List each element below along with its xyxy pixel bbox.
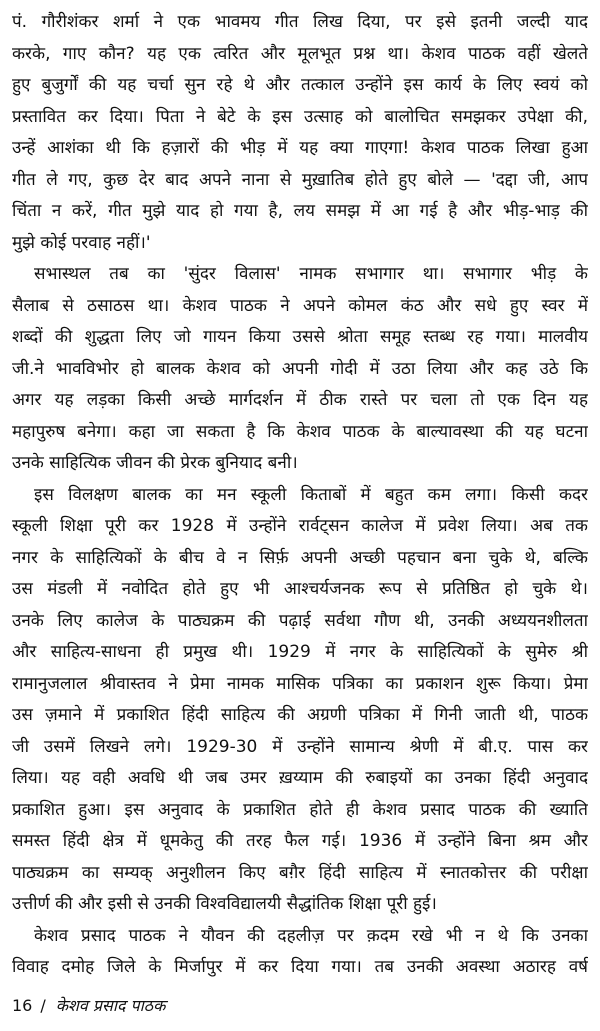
text-line: जी.ने भावविभोर हो बालक केशव को अपनी गोदी में उठा लिया और कह उठे कि xyxy=(12,359,588,379)
text-line: उनके साहित्यिक जीवन की प्रेरक बुनियाद बनी। xyxy=(12,453,298,473)
text-line: उन्हें आशंका थी कि हज़ारों की भीड़ में यह क्या गाएगा! केशव पाठक लिखा हुआ xyxy=(12,138,588,158)
text-line: अगर यह लड़का किसी अच्छे मार्गदर्शन में ठीक रास्ते पर चला तो एक दिन यह xyxy=(12,390,588,410)
text-line: करके, गाए कौन? यह एक त्वरित और मूलभूत प्रश्न था। केशव पाठक वहीं खेलते xyxy=(12,44,588,64)
text-line: चिंता न करें, गीत मुझे याद हो गया है, लय समझ में आ गई है और भीड़-भाड़ की xyxy=(12,201,588,221)
text-line: गीत ले गए, कुछ देर बाद अपने नाना से मुख़ातिब होते हुए बोले — 'दद्दा जी, आप xyxy=(12,170,588,190)
text-line: केशव प्रसाद पाठक ने यौवन की दहलीज़ पर क़दम रखे भी न थे कि उनका xyxy=(34,926,588,946)
text-line: पं. गौरीशंकर शर्मा ने एक भावमय गीत लिख दिया, पर इसे इतनी जल्दी याद xyxy=(12,12,588,32)
text-line: और साहित्य-साधना ही प्रमुख थी। 1929 में नगर के साहित्यिकों के सुमेरु श्री xyxy=(12,642,588,662)
text-line: जी उसमें लिखने लगे। 1929-30 में उन्होंने सामान्य श्रेणी में बी.ए. पास कर xyxy=(12,737,588,757)
text-line: हुए बुजुर्गों की यह चर्चा सुन रहे थे और तत्काल उन्होंने इस कार्य के लिए स्वयं को xyxy=(12,75,588,95)
text-line: सभास्थल तब का 'सुंदर विलास' नामक सभागार था। सभागार भीड़ के xyxy=(34,264,588,284)
text-line: नगर के साहित्यिकों के बीच वे न सिर्फ़ अपनी अच्छी पहचान बना चुके थे, बल्कि xyxy=(12,548,588,568)
page-footer xyxy=(12,990,165,1022)
running-title: केशव प्रसाद पाठक xyxy=(55,996,166,1015)
text-line: उस ज़माने में प्रकाशित हिंदी साहित्य की अग्रणी पत्रिका में गिनी जाती थी, पाठक xyxy=(12,705,588,725)
text-line: उत्तीर्ण की और इसी से उनकी विश्वविद्यालयी सैद्धांतिक शिक्षा पूरी हुई। xyxy=(12,894,437,914)
footer-separator: / xyxy=(40,996,46,1015)
text-line: प्रस्तावित कर दिया। पिता ने बेटे के इस उत्साह को बालोचित समझकर उपेक्षा की, xyxy=(12,107,588,127)
text-line: सैलाब से ठसाठस था। केशव पाठक ने अपने कोमल कंठ और सधे हुए स्वर में xyxy=(12,296,588,316)
text-line: शब्दों की शुद्धता लिए जो गायन किया उससे श्रोता समूह स्तब्ध रह गया। मालवीय xyxy=(12,327,588,347)
text-line: उनके लिए कालेज के पाठ्यक्रम की पढ़ाई सर्वथा गौण थी, उनकी अध्ययनशीलता xyxy=(12,611,588,631)
text-line: लिया। यह वही अवधि थी जब उमर ख़य्याम की रुबाइयों का उनका हिंदी अनुवाद xyxy=(12,768,588,788)
text-line: महापुरुष बनेगा। कहा जा सकता है कि केशव पाठक के बाल्यावस्था की यह घटना xyxy=(12,422,588,442)
page-number: 16 xyxy=(12,996,33,1015)
text-line: उस मंडली में नवोदित होते हुए भी आश्चर्यजनक रूप से प्रतिष्ठित हो चुके थे। xyxy=(12,579,588,599)
text-line: विवाह दमोह जिले के मिर्जापुर में कर दिया गया। तब उनकी अवस्था अठारह वर्ष xyxy=(12,957,588,977)
text-line: स्कूली शिक्षा पूरी कर 1928 में उन्होंने रार्वट्सन कालेज में प्रवेश लिया। अब तक xyxy=(12,516,588,536)
text-line: प्रकाशित हुआ। इस अनुवाद के प्रकाशित होते ही केशव प्रसाद पाठक की ख्याति xyxy=(12,800,588,820)
text-line: रामानुजलाल श्रीवास्तव ने प्रेमा नामक मासिक पत्रिका का प्रकाशन शुरू किया। प्रेमा xyxy=(12,674,588,694)
text-line: मुझे कोई परवाह नहीं।' xyxy=(12,233,151,253)
text-line: इस विलक्षण बालक का मन स्कूली किताबों में बहुत कम लगा। किसी कदर xyxy=(34,485,588,505)
text-line: समस्त हिंदी क्षेत्र में धूमकेतु की तरह फैल गई। 1936 में उन्होंने बिना श्रम और xyxy=(12,831,588,851)
text-line: पाठ्यक्रम का सम्यक् अनुशीलन किए बग़ैर हिंदी साहित्य में स्नातकोत्तर की परीक्षा xyxy=(12,863,588,883)
